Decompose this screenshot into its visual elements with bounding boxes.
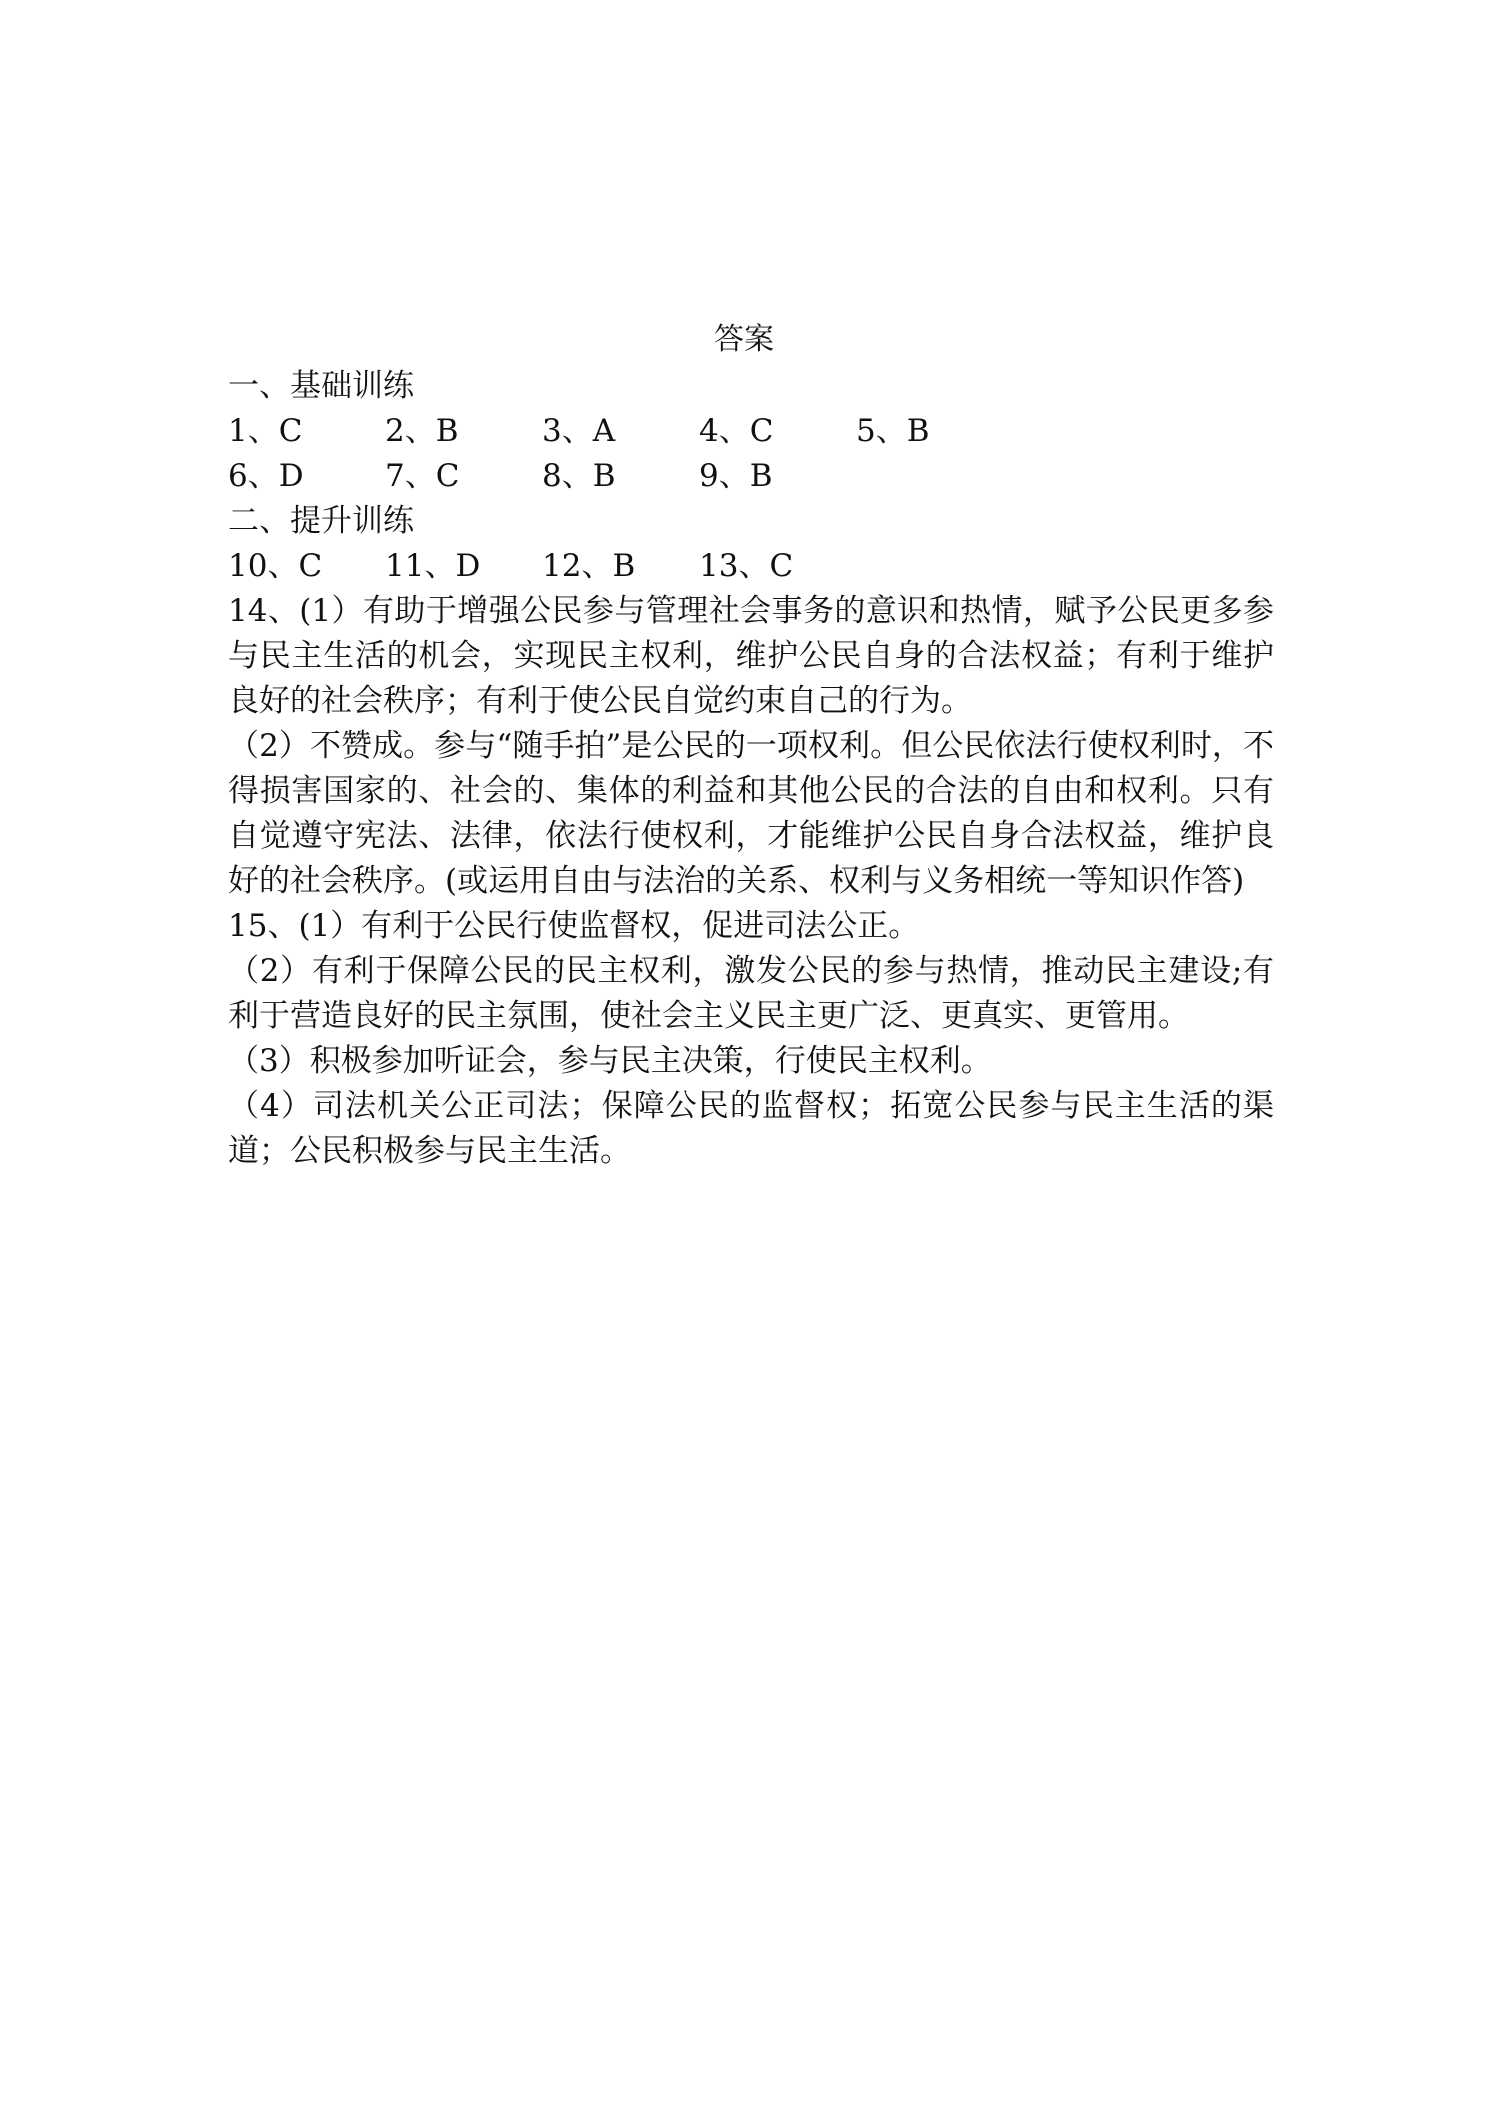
- answer-item: 5、B: [856, 413, 930, 449]
- answer-item: 9、B: [699, 458, 773, 494]
- answer-row: [228, 544, 1274, 589]
- q14-answer-part2: （2）不赞成。参与“随手拍”是公民的一项权利。但公民依法行使权利时，不得损害国家的、社会的、集体的利益和其他公民的合法的自由和权利。只有自觉遵守宪法、法律，依法行使权利，才能维护公民自身合法权益，维护良好的社会秩序。(或运用自由与法治的关系、权利与义务相统一等知识作答): [228, 728, 1274, 899]
- answer-item: 3、A: [542, 413, 616, 449]
- answer-item: 10、C: [228, 548, 323, 584]
- answer-item: 7、C: [385, 458, 460, 494]
- answer-item: 2、B: [385, 413, 459, 449]
- answer-content: [228, 364, 1274, 1174]
- section-heading-boost: 二、提升训练: [228, 503, 414, 539]
- q15-answer-part4: （4）司法机关公正司法；保障公民的监督权；拓宽公民参与民主生活的渠道；公民积极参与民主生活。: [228, 1088, 1274, 1169]
- page-title: 答案: [714, 322, 774, 357]
- answer-row: [228, 409, 1274, 454]
- answer-row: [228, 454, 1274, 499]
- answer-item: 8、B: [542, 458, 616, 494]
- section-heading-basic: 一、基础训练: [228, 368, 414, 404]
- answer-item: 1、C: [228, 413, 303, 449]
- answer-item: 6、D: [228, 458, 304, 494]
- q15-answer-part1: 15、(1）有利于公民行使监督权，促进司法公正。: [228, 908, 920, 944]
- q15-answer-part2: （2）有利于保障公民的民主权利，激发公民的参与热情，推动民主建设;有利于营造良好的民主氛围，使社会主义民主更广泛、更真实、更管用。: [228, 953, 1274, 1034]
- answer-item: 13、C: [699, 548, 794, 584]
- answer-item: 12、B: [542, 548, 636, 584]
- q14-answer-part1: 14、(1）有助于增强公民参与管理社会事务的意识和热情，赋予公民更多参与民主生活的机会，实现民主权利，维护公民自身的合法权益；有利于维护良好的社会秩序；有利于使公民自觉约束自己的行为。: [228, 593, 1274, 719]
- q15-answer-part3: （3）积极参加听证会，参与民主决策，行使民主权利。: [228, 1043, 992, 1079]
- answer-item: 4、C: [699, 413, 774, 449]
- answer-item: 11、D: [385, 548, 481, 584]
